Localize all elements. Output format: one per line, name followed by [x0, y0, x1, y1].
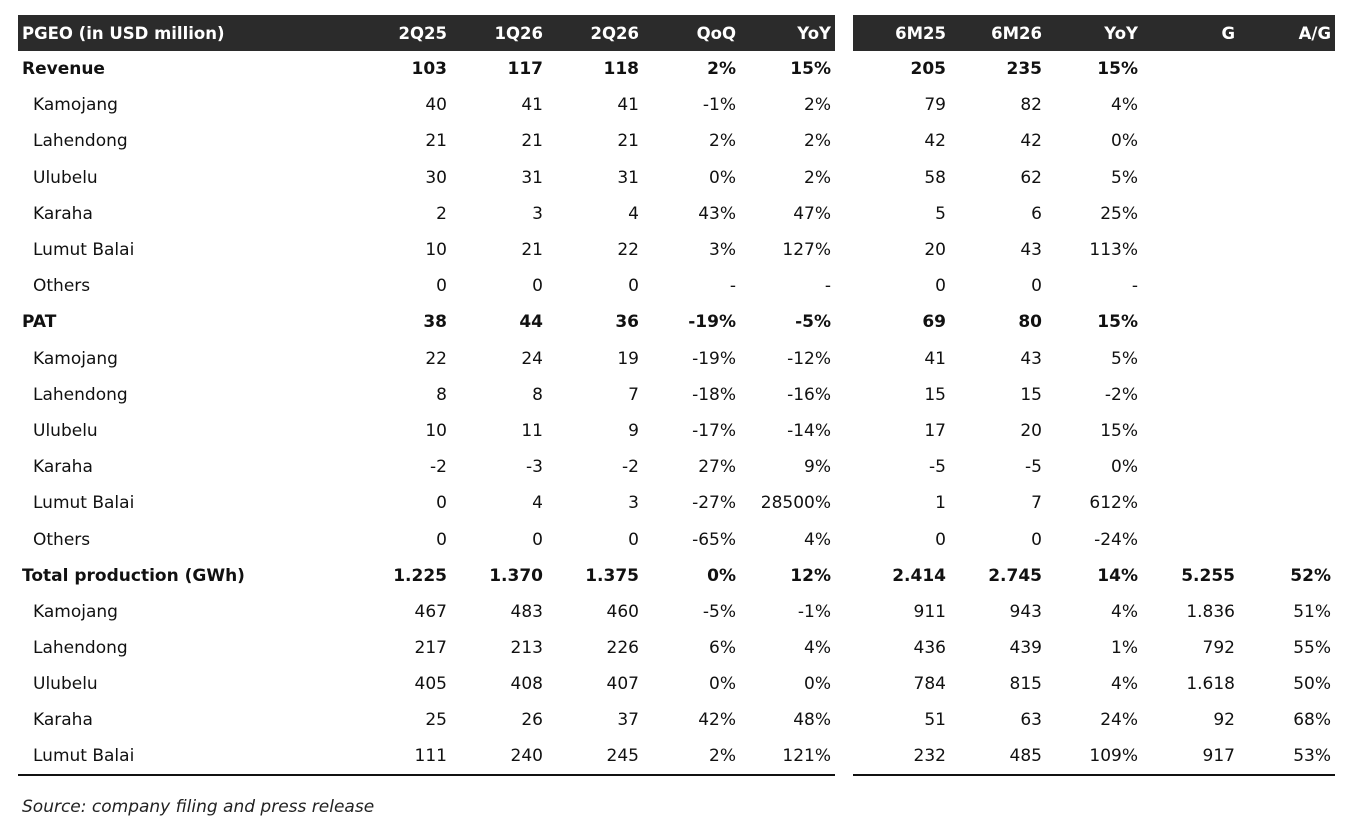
table-row	[853, 666, 1335, 702]
table-cell	[1142, 413, 1239, 449]
table-cell: 20	[924, 240, 946, 261]
table-cell: -1%	[702, 95, 736, 116]
table-cell: 41	[521, 95, 543, 116]
table-cell: -12%	[787, 348, 831, 369]
table-cell: 24%	[1100, 710, 1138, 731]
table-cell: -2	[622, 457, 639, 478]
table-cell: 232	[853, 739, 950, 775]
table-row	[18, 449, 835, 485]
table-cell: 0	[628, 529, 639, 550]
section-header-row	[18, 304, 835, 340]
table-cell	[1239, 160, 1335, 196]
table-cell: 0	[436, 529, 447, 550]
table-header-row	[853, 15, 1335, 51]
table-body	[18, 51, 835, 775]
table-cell: -2	[430, 457, 447, 478]
table-cell: 436	[913, 638, 946, 659]
table-cell: 4%	[804, 529, 831, 550]
table-header-row	[18, 15, 835, 51]
table-row	[18, 702, 835, 738]
table-cell	[1142, 268, 1239, 304]
table-cell	[1142, 304, 1239, 340]
table-cell: 0%	[709, 674, 736, 695]
row-label: Revenue	[22, 59, 105, 80]
column-header: 6M25	[895, 23, 946, 43]
table-cell: 0%	[707, 565, 736, 586]
table-cell: 405	[414, 674, 447, 695]
table-cell	[1239, 413, 1335, 449]
table-cell: 25%	[1100, 203, 1138, 224]
table-cell: 3	[628, 493, 639, 514]
column-header: 6M26	[991, 23, 1042, 43]
table-row	[853, 377, 1335, 413]
table-cell: 612%	[1089, 493, 1138, 514]
column-header: YoY	[1104, 23, 1138, 43]
table-row	[853, 268, 1335, 304]
table-cell: 55%	[1293, 638, 1331, 659]
row-label: Total production (GWh)	[22, 565, 245, 586]
table-cell: 5.255	[1181, 565, 1235, 586]
row-label: Lumut Balai	[33, 240, 135, 261]
table-cell: 7	[1031, 493, 1042, 514]
table-cell: 4%	[1111, 674, 1138, 695]
table-cell: 51	[924, 710, 946, 731]
table-row	[18, 666, 835, 702]
table-cell: -14%	[787, 420, 831, 441]
table-cell: 4%	[804, 638, 831, 659]
table-cell: -5%	[702, 601, 736, 622]
table-cell: 21	[425, 131, 447, 152]
table-cell: 0%	[709, 167, 736, 188]
table-cell	[1142, 87, 1239, 123]
table-row	[853, 594, 1335, 630]
table-cell: 68%	[1293, 710, 1331, 731]
table-cell: 79	[924, 95, 946, 116]
table-cell: 2%	[707, 59, 736, 80]
table-cell: 15%	[1097, 59, 1138, 80]
column-header: 1Q26	[494, 23, 543, 43]
table-cell: 0	[532, 276, 543, 297]
table-cell: 47%	[793, 203, 831, 224]
table-cell	[1239, 196, 1335, 232]
table-row	[853, 739, 1335, 775]
row-label: PAT	[22, 312, 57, 333]
table-row	[18, 413, 835, 449]
table-cell: 1.618	[1186, 674, 1235, 695]
row-label: Kamojang	[33, 95, 118, 116]
table-row	[18, 87, 835, 123]
table-cell	[1239, 123, 1335, 159]
table-cell: 911	[913, 601, 946, 622]
table-cell: 483	[510, 601, 543, 622]
table-cell	[1239, 304, 1335, 340]
table-cell: 213	[510, 638, 543, 659]
table-cell: 17	[924, 420, 946, 441]
table-cell: 226	[606, 638, 639, 659]
table-cell: 7	[628, 384, 639, 405]
table-cell: 21	[521, 240, 543, 261]
table-cell	[1239, 449, 1335, 485]
column-header: G	[1221, 23, 1235, 43]
table-cell: 21	[521, 131, 543, 152]
section-header-row	[853, 558, 1335, 594]
table-cell: 15%	[790, 59, 831, 80]
table-cell: 21	[617, 131, 639, 152]
table-cell: 51%	[1293, 601, 1331, 622]
table-cell: 2%	[643, 739, 740, 775]
table-cell: 0	[436, 493, 447, 514]
table-row	[18, 630, 835, 666]
table-cell: 92	[1213, 710, 1235, 731]
table-cell: 1.225	[393, 565, 447, 586]
table-cell: 8	[436, 384, 447, 405]
table-cell	[1142, 196, 1239, 232]
table-cell: -5%	[795, 312, 831, 333]
row-label: Lahendong	[33, 131, 128, 152]
table-cell	[1239, 232, 1335, 268]
financial-table-quarterly	[18, 15, 835, 776]
table-cell: 2%	[804, 131, 831, 152]
table-cell	[1142, 232, 1239, 268]
table-cell: 784	[913, 674, 946, 695]
table-cell: 42%	[698, 710, 736, 731]
row-label: Lumut Balai	[18, 739, 290, 775]
table-cell: 42	[924, 131, 946, 152]
table-cell: 121%	[740, 739, 835, 775]
table-cell: 5	[935, 203, 946, 224]
table-cell: -65%	[692, 529, 736, 550]
table-row	[18, 377, 835, 413]
table-cell	[1142, 449, 1239, 485]
table-cell: 31	[521, 167, 543, 188]
table-cell: 240	[451, 739, 547, 775]
table-row	[18, 485, 835, 521]
table-cell	[1239, 51, 1335, 87]
table-cell: 58	[924, 167, 946, 188]
table-cell: 117	[507, 59, 543, 80]
table-cell: 38	[423, 312, 447, 333]
table-cell: 1.375	[585, 565, 639, 586]
section-header-row	[853, 304, 1335, 340]
table-cell: 109%	[1046, 739, 1142, 775]
table-cell: 2.745	[988, 565, 1042, 586]
table-cell	[1239, 485, 1335, 521]
table-cell: 2	[436, 203, 447, 224]
table-cell: -2%	[1104, 384, 1138, 405]
table-row	[18, 341, 835, 377]
table-cell: 103	[411, 59, 447, 80]
table-cell: 63	[1020, 710, 1042, 731]
source-note: Source: company filing and press release	[22, 797, 375, 817]
table-cell: 407	[606, 674, 639, 695]
table-cell: 4	[532, 493, 543, 514]
table-cell: -5	[929, 457, 946, 478]
table-cell	[1239, 87, 1335, 123]
table-cell	[1142, 341, 1239, 377]
table-cell: 15	[924, 384, 946, 405]
table-row	[18, 594, 835, 630]
table-row	[853, 341, 1335, 377]
table-cell: -24%	[1094, 529, 1138, 550]
table-cell: -5	[1025, 457, 1042, 478]
table-cell: 43%	[698, 203, 736, 224]
row-label: Kamojang	[33, 348, 118, 369]
table-cell: -3	[526, 457, 543, 478]
table-cell: 36	[615, 312, 639, 333]
table-row	[18, 739, 835, 775]
table-cell: 0	[935, 276, 946, 297]
table-cell: 43	[1020, 240, 1042, 261]
table-cell: 0	[532, 529, 543, 550]
table-cell: 1.836	[1186, 601, 1235, 622]
table-cell: 235	[1006, 59, 1042, 80]
table-cell: 15%	[1100, 420, 1138, 441]
table-cell: 9	[628, 420, 639, 441]
section-header-row	[18, 558, 835, 594]
row-label: Others	[33, 276, 91, 297]
table-cell	[1142, 485, 1239, 521]
row-label: Ulubelu	[33, 420, 98, 441]
table-cell: 15	[1020, 384, 1042, 405]
table-cell: 27%	[698, 457, 736, 478]
section-header-row	[18, 51, 835, 87]
table-cell: 0	[436, 276, 447, 297]
row-label: Lahendong	[33, 384, 128, 405]
table-cell: 0%	[1111, 131, 1138, 152]
table-cell: -17%	[692, 420, 736, 441]
column-header: YoY	[797, 23, 831, 43]
table-cell: 25	[425, 710, 447, 731]
table-cell: 41	[924, 348, 946, 369]
table-cell: 52%	[1290, 565, 1331, 586]
table-cell: 3	[532, 203, 543, 224]
table-cell: 50%	[1293, 674, 1331, 695]
table-cell: 113%	[1089, 240, 1138, 261]
column-header: 2Q26	[590, 23, 639, 43]
table-cell	[1239, 377, 1335, 413]
table-cell: 1%	[1111, 638, 1138, 659]
table-row	[18, 268, 835, 304]
table-cell: 20	[1020, 420, 1042, 441]
table-cell: -18%	[692, 384, 736, 405]
table-cell: 31	[617, 167, 639, 188]
table-row	[853, 232, 1335, 268]
table-cell: 0	[628, 276, 639, 297]
table-cell: 439	[1009, 638, 1042, 659]
row-label: Karaha	[33, 457, 93, 478]
table-cell: 26	[521, 710, 543, 731]
table-row	[18, 160, 835, 196]
table-row	[18, 123, 835, 159]
table-cell: 62	[1020, 167, 1042, 188]
table-cell: 24	[521, 348, 543, 369]
row-label: Lumut Balai	[33, 493, 135, 514]
table-cell: 42	[1020, 131, 1042, 152]
table-row	[853, 196, 1335, 232]
table-cell: 6	[1031, 203, 1042, 224]
table-cell: 4	[628, 203, 639, 224]
table-cell: 815	[1009, 674, 1042, 695]
table-cell: 43	[1020, 348, 1042, 369]
table-cell: 12%	[790, 565, 831, 586]
table-cell: 217	[414, 638, 447, 659]
table-row	[853, 160, 1335, 196]
table-cell	[1239, 268, 1335, 304]
table-cell: 22	[425, 348, 447, 369]
table-cell: 118	[603, 59, 639, 80]
table-cell: 127%	[782, 240, 831, 261]
table-row	[853, 521, 1335, 557]
table-cell	[1142, 123, 1239, 159]
table-cell: 80	[1018, 312, 1042, 333]
row-label: Ulubelu	[33, 167, 98, 188]
table-cell: 19	[617, 348, 639, 369]
table-cell: 15%	[1097, 312, 1138, 333]
table-cell: 792	[1202, 638, 1235, 659]
table-cell: -	[1131, 276, 1138, 297]
table-cell: 245	[547, 739, 643, 775]
row-label: Ulubelu	[33, 674, 98, 695]
financial-table-semiannual	[853, 15, 1335, 776]
table-cell: 28500%	[760, 493, 831, 514]
table-cell: 11	[521, 420, 543, 441]
row-label: Karaha	[33, 203, 93, 224]
table-cell: 0	[1031, 529, 1042, 550]
table-cell: 40	[425, 95, 447, 116]
table-row	[853, 485, 1335, 521]
column-header: QoQ	[696, 23, 736, 43]
table-cell: 30	[425, 167, 447, 188]
table-cell: 111	[290, 739, 451, 775]
table-row	[18, 521, 835, 557]
table-row	[853, 630, 1335, 666]
table-cell: 82	[1020, 95, 1042, 116]
table-cell: 6%	[709, 638, 736, 659]
table-cell: -16%	[787, 384, 831, 405]
table-cell: 408	[510, 674, 543, 695]
table-cell: 44	[519, 312, 543, 333]
table-cell: 3%	[709, 240, 736, 261]
table-cell: 943	[1009, 601, 1042, 622]
table-row	[853, 702, 1335, 738]
table-cell: 9%	[804, 457, 831, 478]
table-cell	[1142, 377, 1239, 413]
table-cell: 467	[414, 601, 447, 622]
table-cell: 485	[950, 739, 1046, 775]
table-row	[853, 413, 1335, 449]
table-cell: 1	[935, 493, 946, 514]
table-row	[853, 87, 1335, 123]
table-cell: 10	[425, 240, 447, 261]
table-cell: 8	[532, 384, 543, 405]
table-cell: 22	[617, 240, 639, 261]
table-cell: 2%	[804, 95, 831, 116]
table-cell: 48%	[793, 710, 831, 731]
table-cell: 69	[922, 312, 946, 333]
table-cell: 1.370	[489, 565, 543, 586]
table-cell: 14%	[1097, 565, 1138, 586]
table-cell: 4%	[1111, 601, 1138, 622]
table-cell	[1142, 51, 1239, 87]
table-cell: 10	[425, 420, 447, 441]
table-row	[853, 123, 1335, 159]
table-row	[853, 449, 1335, 485]
table-cell: 205	[910, 59, 946, 80]
row-label: Lahendong	[33, 638, 128, 659]
table-cell: 917	[1142, 739, 1239, 775]
row-label: Kamojang	[33, 601, 118, 622]
table-cell	[1142, 521, 1239, 557]
table-cell: -19%	[688, 312, 736, 333]
table-cell: -27%	[692, 493, 736, 514]
table-cell: -19%	[692, 348, 736, 369]
table-cell: -	[729, 276, 736, 297]
table-cell	[1239, 521, 1335, 557]
table-cell: 41	[617, 95, 639, 116]
table-row	[18, 232, 835, 268]
column-header: 2Q25	[398, 23, 447, 43]
table-cell: 460	[606, 601, 639, 622]
table-cell	[1142, 160, 1239, 196]
table-cell: -	[824, 276, 831, 297]
table-cell: 2%	[804, 167, 831, 188]
table-cell: 5%	[1111, 348, 1138, 369]
table-cell: 0	[1031, 276, 1042, 297]
column-header: PGEO (in USD million)	[22, 23, 225, 43]
table-cell: 4%	[1111, 95, 1138, 116]
table-cell: 2.414	[892, 565, 946, 586]
section-header-row	[853, 51, 1335, 87]
column-header: A/G	[1298, 23, 1331, 43]
table-cell	[1239, 341, 1335, 377]
table-row	[18, 196, 835, 232]
table-cell: 53%	[1239, 739, 1335, 775]
table-cell: 0%	[1111, 457, 1138, 478]
table-cell: -1%	[797, 601, 831, 622]
table-cell: 0	[935, 529, 946, 550]
table-cell: 2%	[709, 131, 736, 152]
row-label: Others	[33, 529, 91, 550]
table-cell: 0%	[804, 674, 831, 695]
table-body	[853, 51, 1335, 775]
table-cell: 5%	[1111, 167, 1138, 188]
table-cell: 37	[617, 710, 639, 731]
row-label: Karaha	[33, 710, 93, 731]
